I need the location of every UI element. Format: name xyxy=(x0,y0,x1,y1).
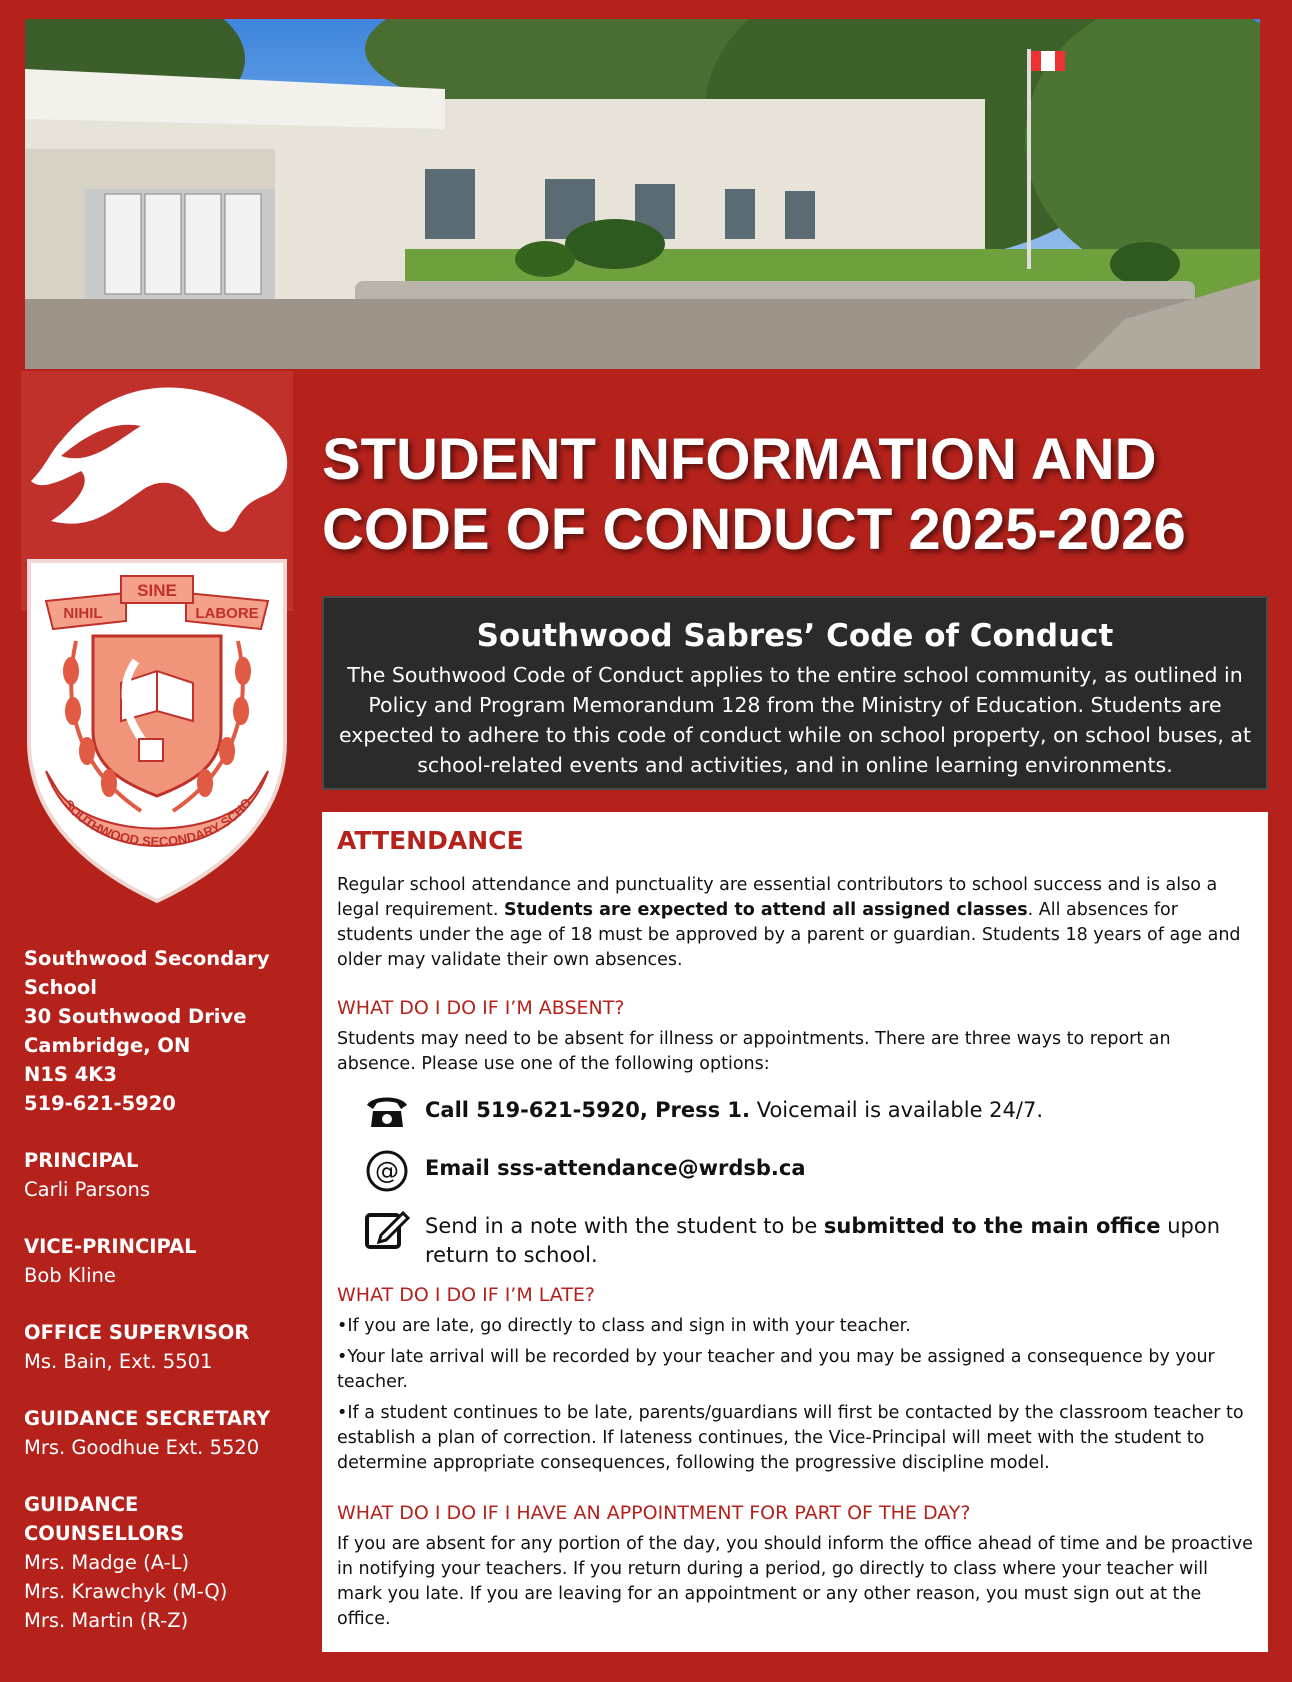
vice-principal-role: VICE-PRINCIPAL xyxy=(24,1235,197,1258)
svg-text:@: @ xyxy=(375,1157,399,1185)
guidance-secretary-role: GUIDANCE SECRETARY xyxy=(24,1407,271,1430)
email-instruction: Email sss-attendance@wrdsb.ca xyxy=(425,1156,806,1180)
office-supervisor-name: Ms. Bain, Ext. 5501 xyxy=(24,1350,213,1373)
appointment-heading: WHAT DO I DO IF I HAVE AN APPOINTMENT FOR PART OF THE DAY? xyxy=(337,1502,971,1524)
note-option: Send in a note with the student to be submitted to the main office upon return to school. xyxy=(337,1207,1253,1270)
address-line-1: 30 Southwood Drive xyxy=(24,1005,247,1028)
appointment-body: If you are absent for any portion of the day, you should inform the office ahead of time and be proactive in notifying your teachers. If you return during a period, go directly to class where your teacher will mark you late. If you are leaving for an appointment or any other reason, you must sign out at the office. xyxy=(337,1534,1253,1629)
absent-heading: WHAT DO I DO IF I’M ABSENT? xyxy=(337,997,625,1019)
counsellor-name: Mrs. Martin (R-Z) xyxy=(24,1609,189,1632)
vice-principal-name: Bob Kline xyxy=(24,1264,116,1287)
attendance-section xyxy=(322,812,1268,1652)
counsellor-name: Mrs. Madge (A-L) xyxy=(24,1551,190,1574)
principal-role: PRINCIPAL xyxy=(24,1149,139,1172)
absent-intro: Students may need to be absent for illness or appointments. There are three ways to report an absence. Please use one of the following options: xyxy=(337,1029,1171,1074)
guidance-secretary-name: Mrs. Goodhue Ext. 5520 xyxy=(24,1436,260,1459)
school-name-line-2: School xyxy=(24,976,97,999)
office-supervisor-role: OFFICE SUPERVISOR xyxy=(24,1321,250,1344)
motto-right: LABORE xyxy=(195,605,259,622)
edit-note-icon xyxy=(363,1207,411,1251)
code-of-conduct-body: The Southwood Code of Conduct applies to the entire school community, as outlined in Policy and Program Memorandum 128 from the Ministry of Education. Students are expected to adhere to this code of conduct while on school property, on school buses, at school-related events and activities, and in online learning environments. xyxy=(339,663,1251,777)
late-heading: WHAT DO I DO IF I’M LATE? xyxy=(337,1284,596,1306)
postal-code: N1S 4K3 xyxy=(24,1063,117,1086)
school-crest xyxy=(21,371,293,911)
late-bullet: •If you are late, go directly to class and sign in with your teacher. xyxy=(337,1316,911,1336)
email-option xyxy=(337,1149,1253,1193)
call-instruction: Call 519-621-5920, Press 1. xyxy=(425,1098,751,1122)
motto-left: NIHIL xyxy=(63,605,103,622)
at-sign-icon xyxy=(363,1149,411,1193)
principal-name: Carli Parsons xyxy=(24,1178,151,1201)
call-option xyxy=(337,1091,1253,1135)
school-photo xyxy=(25,19,1260,369)
guidance-counsellors-role: GUIDANCE COUNSELLORS xyxy=(24,1493,185,1545)
contact-info xyxy=(24,944,294,1635)
call-note: Voicemail is available 24/7. xyxy=(750,1098,1044,1122)
address-line-2: Cambridge, ON xyxy=(24,1034,191,1057)
page-title: STUDENT INFORMATION AND CODE OF CONDUCT 2025-2026 xyxy=(322,427,1186,562)
code-of-conduct-box xyxy=(322,596,1268,790)
attendance-heading: ATTENDANCE xyxy=(337,826,524,855)
school-name-line-1: Southwood Secondary xyxy=(24,947,270,970)
late-bullet: •If a student continues to be late, parents/guardians will first be contacted by the classroom teacher to establish a plan of correction. If lateness continues, the Vice-Principal will meet with the student to determine appropriate consequences, following the progressive discipline model. xyxy=(337,1403,1244,1473)
code-of-conduct-heading: Southwood Sabres’ Code of Conduct xyxy=(476,618,1114,654)
phone-icon xyxy=(363,1091,411,1135)
crest-school-name: SOUTHWOOD SECONDARY SCHO xyxy=(60,795,255,850)
counsellor-name: Mrs. Krawchyk (M-Q) xyxy=(24,1580,228,1603)
motto-center: SINE xyxy=(137,581,177,600)
attendance-intro: Regular school attendance and punctuality are essential contributors to school success and is also a legal requirement. Students are expected to attend all assigned classes. All absences for students under the age of 18 must be approved by a parent or guardian. Students 18 years of age and older may validate their own absences. xyxy=(337,875,1241,970)
late-bullet: •Your late arrival will be recorded by your teacher and you may be assigned a consequence by your teacher. xyxy=(337,1347,1215,1392)
school-phone: 519-621-5920 xyxy=(24,1092,176,1115)
